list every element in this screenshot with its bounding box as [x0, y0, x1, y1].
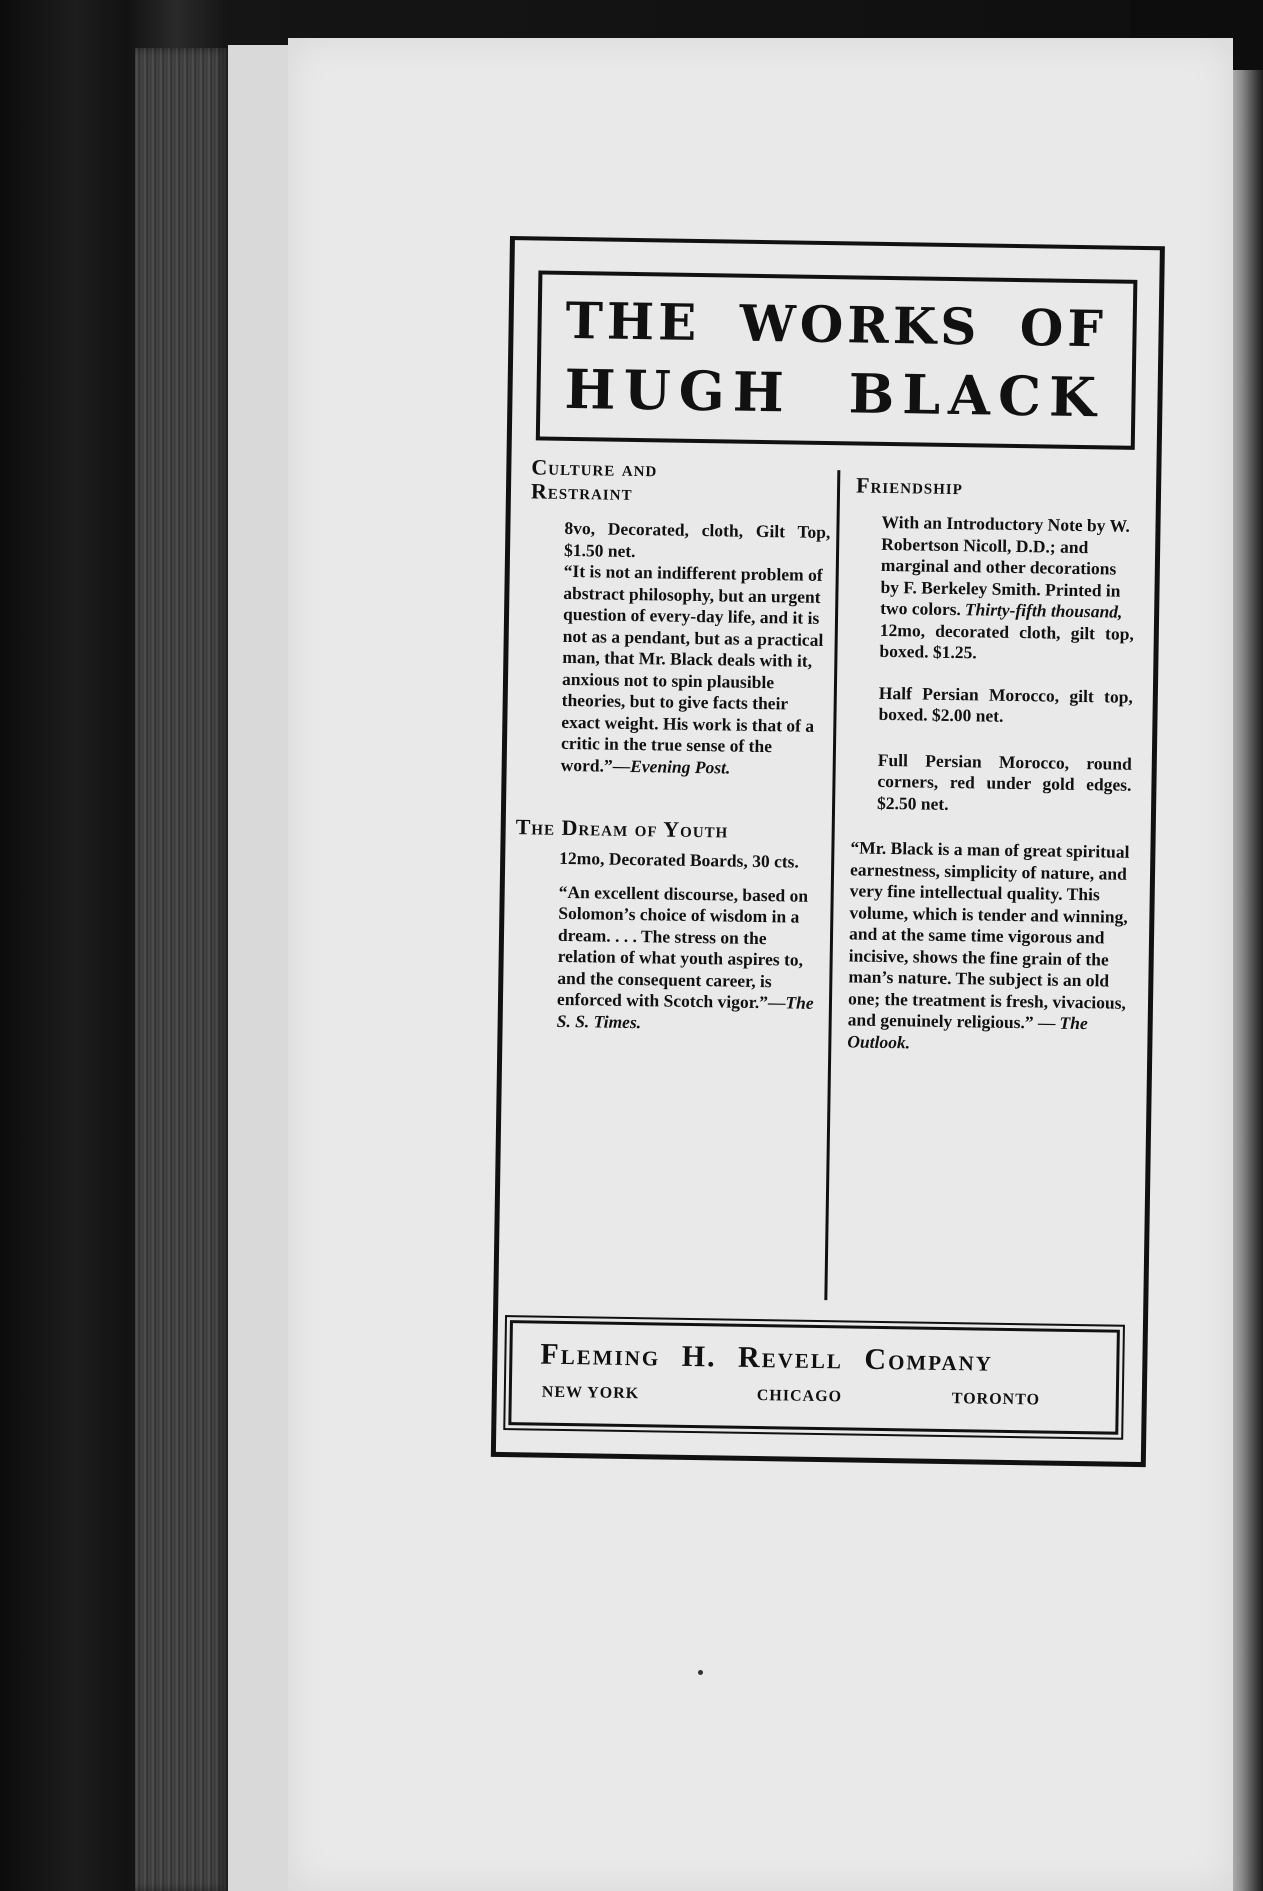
right-column — [847, 473, 1136, 1056]
publisher-city-chicago: CHICAGO — [756, 1387, 843, 1406]
page-speck — [698, 1670, 703, 1675]
culture-heading-line-1: Culture and — [531, 454, 658, 482]
publisher-box — [508, 1320, 1120, 1435]
advertisement-frame — [491, 236, 1165, 1467]
friendship-source: The Outlook. — [847, 1012, 1088, 1052]
friendship-quote: “Mr. Black is a man of great spiritual earnestness, simplicity of nature, and very fine intellectual quality. This volume, which is tender and winning, and at the same time vigorous and incisive, shows the fine grain of the man’s nature. The subject is an old one; the treatment is fresh, vivacious, and genuinely religious.” — — [847, 837, 1130, 1033]
dream-entry — [557, 848, 826, 1036]
publisher-city-toronto: TORONTO — [951, 1390, 1041, 1409]
left-column — [515, 454, 832, 1036]
publisher-city-new-york: NEW YORK — [541, 1383, 640, 1403]
dream-heading: The Dream of Youth — [515, 814, 729, 843]
book-spine — [135, 48, 230, 1891]
page-right-edge — [1228, 70, 1263, 1891]
friendship-entry — [877, 512, 1136, 818]
friendship-heading: Friendship — [855, 472, 964, 500]
ad-title-line-1: THE WORKS OF — [565, 290, 1108, 359]
friendship-price-2: Half Persian Morocco, gilt top, boxed. $2.00 net. — [878, 682, 1134, 726]
friendship-format: With an Introductory Note by W. Robertson Nicoll, D.D.; and marginal and other decorations by F. Berkeley Smith. Printed in two colors. — [880, 511, 1130, 620]
culture-source: Evening Post. — [630, 755, 731, 778]
friendship-price-1: 12mo, decorated cloth, gilt top, boxed. $1.25. — [879, 619, 1134, 663]
title-box — [536, 270, 1138, 449]
ad-title-line-2: HUGH BLACK — [564, 356, 1105, 430]
culture-quote: “It is not an indifferent problem of abstract philosophy, but an urgent question of every-day life, and it is not as a pendant, but as a practical man, that Mr. Black deals with it, anxious not to spin plausible theories, but to give facts their exact weight. His work is that of a critic in the true sense of the word.”— — [560, 560, 824, 776]
friendship-review — [847, 837, 1130, 1056]
friendship-edition: Thirty-fifth thousand, — [964, 599, 1123, 622]
culture-format: 8vo, Decorated, cloth, Gilt Top, $1.50 net. — [563, 517, 831, 561]
culture-entry — [561, 518, 831, 780]
dream-quote: “An excellent discourse, based on Solomon’s choice of wisdom in a dream. . . . The stress on the relation of what youth aspires to, and the consequent career, is enforced with Scotch vigor.”— — [556, 881, 809, 1013]
culture-heading-line-2: Restraint — [530, 478, 633, 505]
dream-source: The S. S. Times. — [556, 992, 814, 1032]
publisher-name: Fleming H. Revell Company — [540, 1337, 994, 1378]
friendship-price-3: Full Persian Morocco, round corners, red under gold edges. $2.50 net. — [876, 749, 1132, 814]
dream-format: 12mo, Decorated Boards, 30 cts. — [559, 847, 799, 872]
page-edge — [228, 45, 290, 1891]
